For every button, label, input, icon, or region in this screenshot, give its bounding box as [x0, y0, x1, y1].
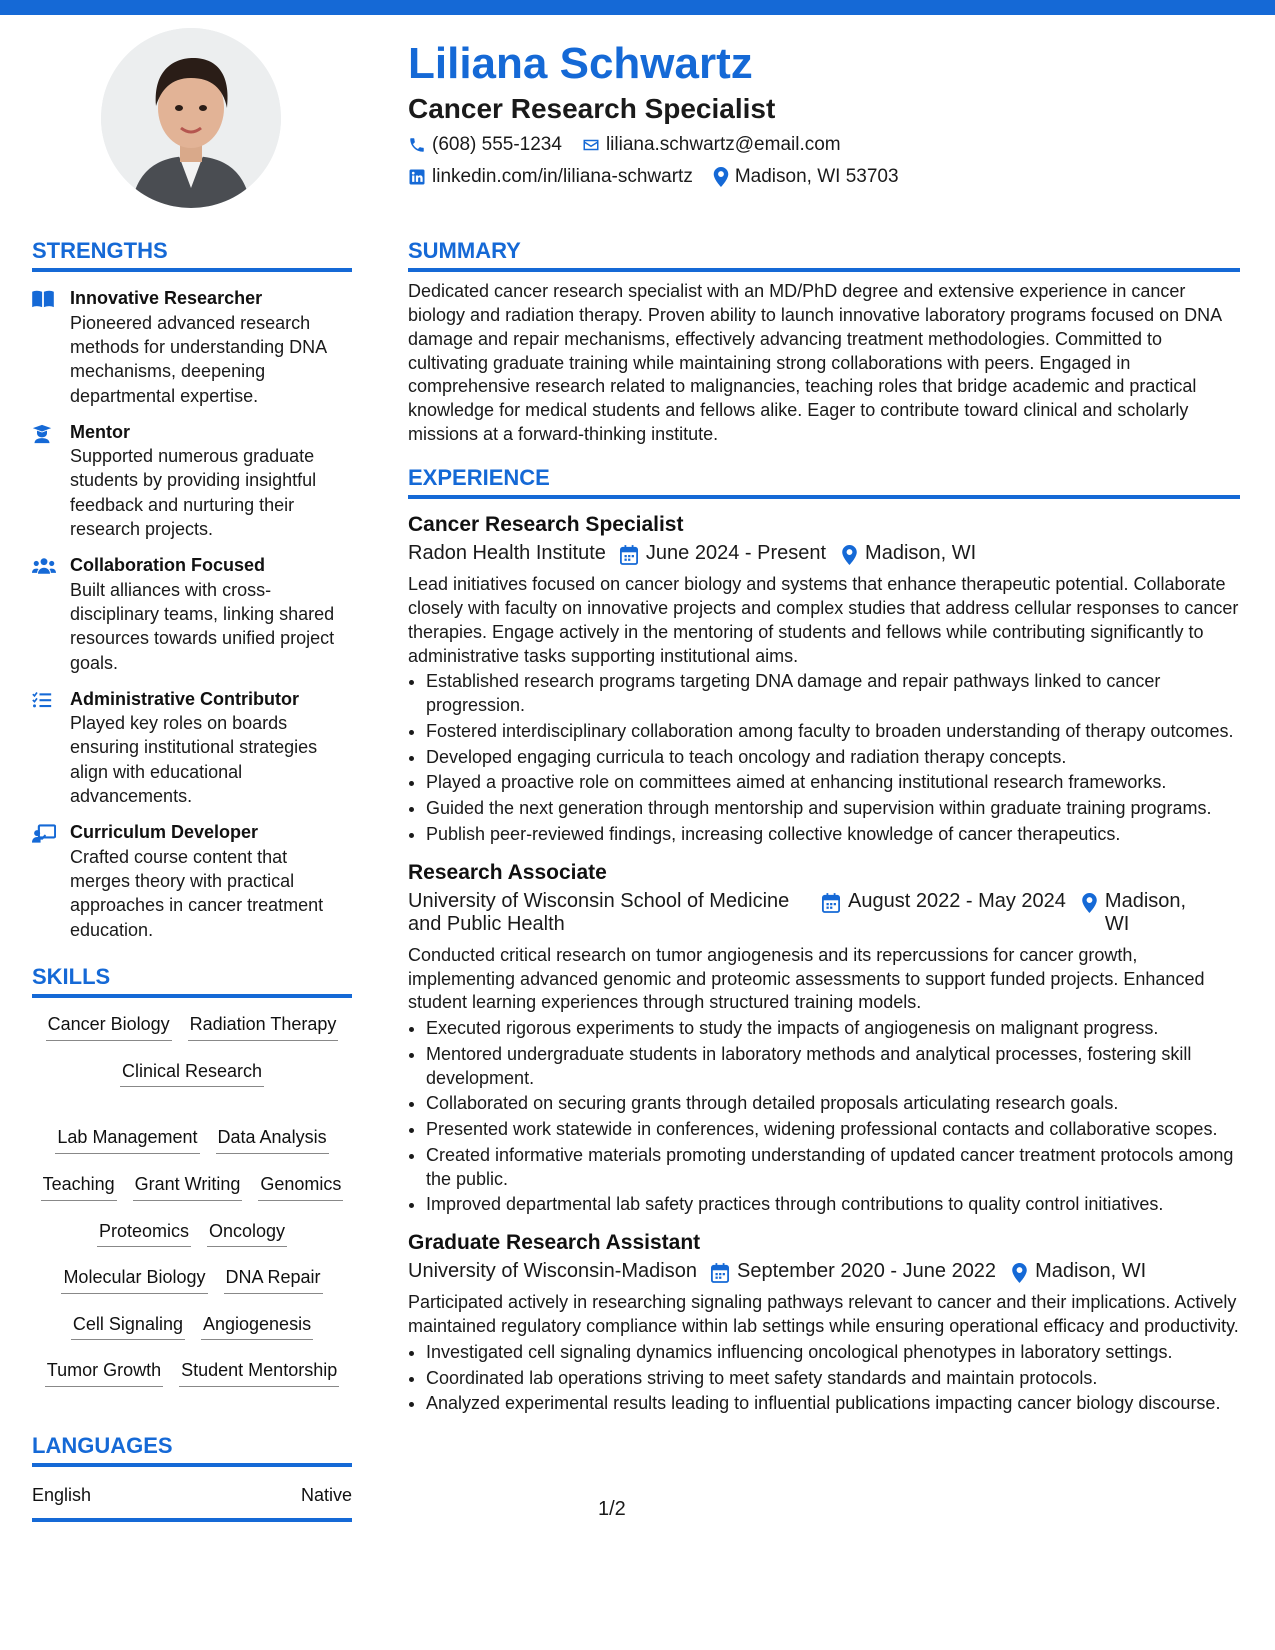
strength-title: Administrative Contributor [70, 688, 300, 709]
job-org: University of Wisconsin School of Medicine and Public Health [408, 889, 790, 935]
job-meta [408, 890, 1240, 936]
strength-title: Curriculum Developer [70, 822, 259, 843]
strengths-heading: STRENGTHS [32, 238, 352, 272]
location-contact [713, 166, 899, 188]
strength-title: Innovative Researcher [70, 288, 263, 309]
job-location-text: Madison, WI [865, 542, 977, 565]
job-entry [408, 1229, 1240, 1416]
skill-tag: Lab Management [55, 1127, 199, 1154]
strength-title: Collaboration Focused [70, 555, 266, 576]
skill-tag: Data Analysis [216, 1127, 329, 1154]
top-accent-bar [0, 0, 1275, 15]
map-pin-icon [1082, 893, 1097, 913]
language-name: English [32, 1485, 92, 1506]
calendar-icon [822, 893, 840, 913]
linkedin-contact[interactable] [408, 166, 693, 188]
skill-tag: Radiation Therapy [188, 1014, 339, 1041]
strength-item [32, 820, 352, 941]
linkedin-icon [408, 168, 426, 186]
contact-row-2 [408, 166, 919, 188]
experience-heading: EXPERIENCE [408, 465, 1240, 499]
job-bullets [408, 670, 1240, 846]
strength-desc: Crafted course content that merges theory with practical approaches in cancer treatment education. [70, 846, 324, 940]
job-entry [408, 859, 1240, 1218]
job-bullet: • Fostered interdisciplinary collaboration among faculty to broaden understanding of therapy outcomes. [426, 720, 1240, 744]
job-bullets [408, 1017, 1240, 1217]
graduate-icon [32, 424, 52, 444]
language-row [32, 1467, 352, 1522]
job-bullet: • Presented work statewide in conferences, widening professional contacts and collaborative scopes. [426, 1118, 1240, 1142]
list-check-icon [32, 691, 52, 709]
job-description: Conducted critical research on tumor angiogenesis and its repercussions for cancer growth, implementing advanced genomic and proteomic assessments to support funded projects. Enhanced student learning experiences through structured training models. [408, 944, 1205, 1013]
strength-item [32, 286, 352, 407]
summary-heading: SUMMARY [408, 238, 1240, 272]
language-level: Native [300, 1485, 352, 1506]
job-bullet: • Publish peer-reviewed findings, increasing collective knowledge of cancer therapeutics. [426, 823, 1240, 847]
job-location [1082, 890, 1192, 936]
languages-section [32, 1433, 352, 1522]
job-location [842, 542, 976, 565]
experience-section [408, 465, 1240, 1417]
job-bullets [408, 1341, 1240, 1416]
envelope-icon [582, 136, 600, 154]
summary-text: Dedicated cancer research specialist with an MD/PhD degree and extensive experience in cancer biology and radiation therapy. Proven ability to launch innovative laboratory programs focused on DNA damage and repair mechanisms, effectively advancing treatment methodologies. Committed to cultivating graduate training while maintaining strong collaborations with peers. Engaged in comprehensive research related to malignancies, teaching roles that bridge academic and practical knowledge for medical students and fellows alike. Eager to contribute toward clinical and scholarly missions at a forward-thinking institute. [408, 281, 1222, 444]
candidate-name: Liliana Schwartz [408, 39, 753, 88]
job-bullet: • Mentored undergraduate students in laboratory methods and analytical processes, fostering skill development. [426, 1043, 1240, 1091]
strengths-section [32, 238, 352, 942]
skill-tag: Tumor Growth [45, 1360, 163, 1387]
job-entry [408, 511, 1240, 847]
book-open-icon [32, 290, 54, 308]
strength-item [32, 420, 352, 541]
map-pin-icon [1012, 1263, 1027, 1283]
contact-row-1 [408, 134, 861, 156]
skills-list [32, 1014, 352, 1387]
job-meta [408, 1260, 1240, 1283]
phone-contact[interactable] [408, 134, 562, 156]
map-pin-icon [713, 167, 729, 187]
strength-item [32, 687, 352, 808]
job-dates-text: August 2022 - May 2024 [848, 889, 1066, 912]
job-org: University of Wisconsin-Madison [408, 1260, 697, 1283]
skill-tag: Student Mentorship [179, 1360, 339, 1387]
job-dates [822, 890, 1066, 913]
location-text: Madison, WI 53703 [734, 166, 899, 187]
job-description: Lead initiatives focused on cancer biology and systems that enhance therapeutic potential. Collaborate closely with faculty on innovative projects and complex studies that address cellular responses to cancer therapies. Engage actively in the mentoring of students and fellows while contributing significantly to administrative tasks supporting institutional aims. [408, 574, 1239, 666]
skill-tag: Angiogenesis [201, 1314, 313, 1341]
job-bullet: • Investigated cell signaling dynamics influencing oncological phenotypes in laboratory settings. [426, 1341, 1240, 1365]
email-text: liliana.schwartz@email.com [605, 134, 841, 155]
job-location-text: Madison, WI [1104, 889, 1187, 935]
skill-tag: Clinical Research [120, 1061, 264, 1088]
job-bullet: • Guided the next generation through mentorship and supervision within graduate training programs. [426, 797, 1240, 821]
job-description: Participated actively in researching signaling pathways relevant to cancer and their implications. Actively maintained regulatory compliance within lab settings while ensuring operational efficacy and productivity. [408, 1292, 1239, 1337]
job-dates [711, 1260, 996, 1283]
job-dates-text: June 2024 - Present [645, 542, 827, 565]
map-pin-icon [842, 545, 857, 565]
strength-desc: Supported numerous graduate students by providing insightful feedback and nurturing their research projects. [70, 446, 317, 540]
strength-desc: Built alliances with cross-disciplinary teams, linking shared resources towards unified project goals. [70, 579, 335, 673]
job-bullet: • Improved departmental lab safety practices through contributions to quality control initiatives. [426, 1193, 1240, 1217]
linkedin-text: linkedin.com/in/liliana-schwartz [432, 166, 693, 187]
strength-desc: Pioneered advanced research methods for understanding DNA mechanisms, deepening departmental expertise. [70, 312, 327, 406]
job-location [1012, 1260, 1146, 1283]
job-bullet: • Played a proactive role on committees aimed at enhancing institutional research frameworks. [426, 771, 1240, 795]
users-icon [32, 557, 56, 575]
job-dates-text: September 2020 - June 2022 [736, 1260, 997, 1283]
job-title: Graduate Research Assistant [408, 1231, 701, 1255]
skills-section [32, 964, 352, 1387]
phone-text: (608) 555-1234 [432, 134, 562, 155]
job-location-text: Madison, WI [1035, 1260, 1147, 1283]
job-bullet: • Collaborated on securing grants through detailed proposals articulating research goals. [426, 1092, 1240, 1116]
job-bullet: • Executed rigorous experiments to study the impacts of angiogenesis on malignant progress. [426, 1017, 1240, 1041]
calendar-icon [711, 1263, 729, 1283]
summary-section [408, 238, 1240, 447]
job-meta [408, 542, 1240, 565]
profile-photo [101, 28, 281, 208]
skill-tag: Cancer Biology [46, 1014, 172, 1041]
right-column [408, 238, 1240, 1418]
phone-icon [408, 136, 426, 154]
skill-tag: DNA Repair [224, 1267, 323, 1294]
calendar-icon [620, 545, 638, 565]
job-title: Research Associate [408, 860, 607, 884]
job-bullet: • Developed engaging curricula to teach oncology and radiation therapy concepts. [426, 746, 1240, 770]
skill-tag: Proteomics [97, 1221, 191, 1248]
job-bullet: • Coordinated lab operations striving to meet safety standards and maintain protocols. [426, 1367, 1240, 1391]
job-bullet: • Analyzed experimental results leading to influential publications impacting cancer biology discourse. [426, 1392, 1240, 1416]
email-contact[interactable] [582, 134, 841, 156]
job-bullet: • Established research programs targeting DNA damage and repair pathways linked to cancer progression. [426, 670, 1240, 718]
skill-tag: Cell Signaling [71, 1314, 185, 1341]
left-column [32, 238, 352, 1522]
job-org: Radon Health Institute [408, 542, 606, 565]
strength-title: Mentor [70, 421, 130, 442]
skill-tag: Molecular Biology [61, 1267, 207, 1294]
skill-tag: Teaching [41, 1174, 117, 1201]
job-bullet: • Created informative materials promoting understanding of updated cancer treatment protocols among the public. [426, 1144, 1240, 1192]
page-number: 1/2 [598, 1498, 626, 1520]
languages-heading: LANGUAGES [32, 1433, 352, 1467]
strength-desc: Played key roles on boards ensuring institutional strategies align with educational advancements. [70, 713, 318, 807]
skill-tag: Genomics [258, 1174, 343, 1201]
skill-tag: Oncology [207, 1221, 287, 1248]
job-dates [620, 542, 826, 565]
skill-tag: Grant Writing [133, 1174, 243, 1201]
strength-item [32, 553, 352, 674]
job-title: Cancer Research Specialist [408, 513, 684, 537]
candidate-title: Cancer Research Specialist [408, 93, 776, 124]
chalkboard-teacher-icon [32, 824, 56, 844]
skills-heading: SKILLS [32, 964, 352, 998]
